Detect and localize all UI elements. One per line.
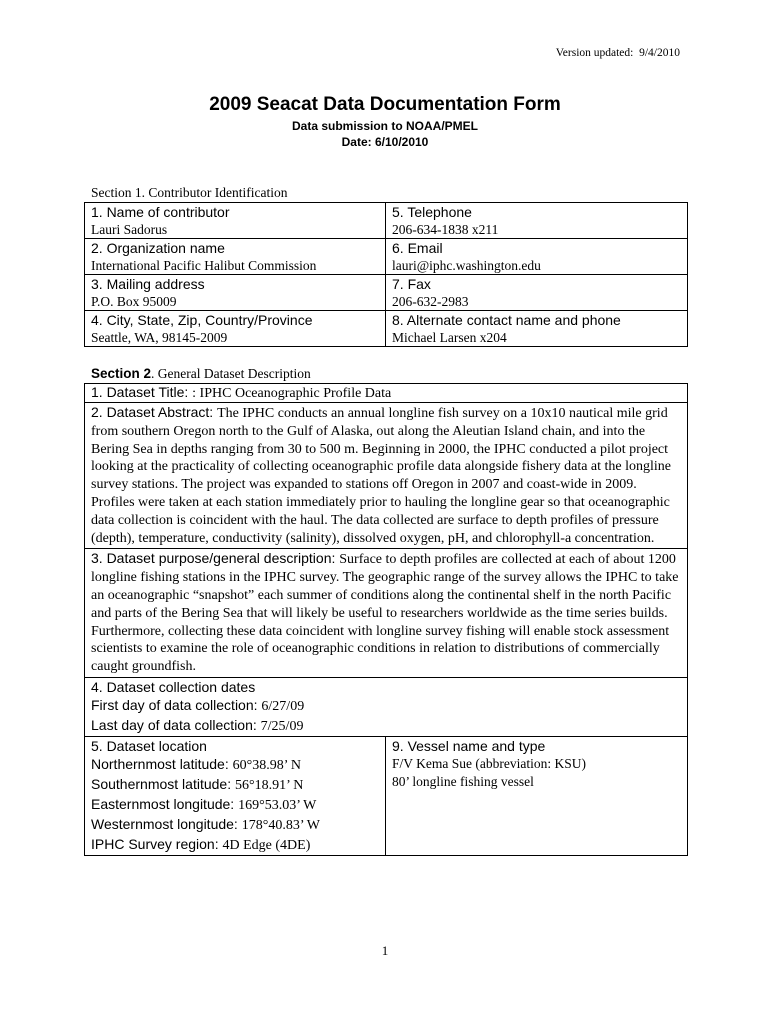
west-label: Westernmost longitude: — [91, 815, 242, 832]
field-value: 206-634-1838 x211 — [392, 222, 499, 237]
field-label: 2. Organization name — [91, 240, 225, 256]
vessel-cell — [386, 736, 688, 855]
field-label: 5. Dataset location — [91, 737, 207, 754]
field-value: Surface to depth profiles are collected at each of about 1200 longline fishing stations in the IPHC survey. The geographic range of the survey allows the IPHC to take an oceanographic “snapshot” each summer of conditions along the continental shelf in the north Pacific and parts of the Bering Sea that will likely be useful to researchers worldwide as the time series builds. Furthermore, collecting these data coincident with longline survey fishing will enable stock assessment scientists to examine the role of oceanographic conditions in relation to distributions of commercially caught groundfish. — [91, 552, 679, 675]
dataset-table — [84, 383, 688, 856]
page-number: 1 — [381, 943, 389, 958]
dataset-title-cell — [85, 384, 688, 403]
field-label: 1. Dataset Title: — [91, 384, 193, 400]
city-state-cell — [85, 311, 386, 347]
region-label: IPHC Survey region: — [91, 835, 223, 852]
field-value: Lauri Sadorus — [91, 222, 168, 237]
field-label: 4. City, State, Zip, Country/Province — [91, 312, 313, 328]
contributor-table — [84, 202, 688, 347]
field-label: 8. Alternate contact name and phone — [392, 312, 621, 328]
field-value: 206-632-2983 — [392, 294, 469, 309]
email-cell — [386, 239, 688, 275]
table-row — [85, 311, 688, 347]
table-row — [85, 239, 688, 275]
first-day-value: 6/27/09 — [261, 698, 305, 714]
section1-heading: Section 1. Contributor Identification — [91, 185, 288, 200]
fax-cell — [386, 275, 688, 311]
field-label: 6. Email — [392, 240, 443, 256]
field-label: 1. Name of contributor — [91, 204, 230, 220]
west-line — [91, 815, 379, 835]
field-value: : IPHC Oceanographic Profile Data — [192, 386, 392, 401]
east-line — [91, 795, 379, 815]
field-label: 3. Dataset purpose/general description: — [91, 550, 340, 567]
south-label: Southernmost latitude: — [91, 775, 235, 792]
east-value: 169°53.03’ W — [238, 797, 317, 813]
table-row — [85, 384, 688, 403]
organization-cell — [85, 239, 386, 275]
table-row — [85, 736, 688, 855]
field-label: 2. Dataset Abstract: — [91, 404, 218, 420]
last-day-line — [91, 716, 681, 736]
east-label: Easternmost longitude: — [91, 795, 239, 812]
field-value: lauri@iphc.washington.edu — [392, 258, 541, 273]
field-value: The IPHC conducts an annual longline fish survey on a 10x10 nautical mile grid from southern Oregon north to the Gulf of Alaska, out along the Aleutian Island chain, and into the Bering Sea in depths ranging from 30 to 500 m. Beginning in 2000, the IPHC conducted a pilot project looking at the practicality of collecting oceanographic profile data alongside fishery data at the longline survey stations. The project was expanded to stations off Oregon in 2007 and coast-wide in 2009. Profiles were taken at each station immediately prior to hauling the longline gear so that oceanographic data collection is coincident with the haul. The data collected are surface to depth profiles of pressure (depth), temperature, conductivity (salinity), dissolved oxygen, pH, and chlorophyll-a concentration. — [91, 406, 672, 546]
field-label: 4. Dataset collection dates — [91, 678, 256, 695]
dataset-abstract-cell — [85, 403, 688, 549]
north-label: Northernmost latitude: — [91, 755, 233, 772]
first-day-line — [91, 696, 681, 716]
section2-heading-rest: . General Dataset Description — [151, 366, 311, 381]
section2-heading — [91, 366, 311, 382]
south-line — [91, 775, 379, 795]
field-value: International Pacific Halibut Commission — [91, 258, 317, 273]
section2-heading-bold: Section 2 — [91, 366, 152, 381]
collection-dates-cell — [85, 677, 688, 736]
dataset-location-cell — [85, 736, 386, 855]
form-subtitle: Data submission to NOAA/PMEL — [291, 119, 479, 133]
field-label: 7. Fax — [392, 276, 431, 292]
field-label: 9. Vessel name and type — [392, 737, 546, 754]
table-row — [85, 677, 688, 736]
north-line — [91, 755, 379, 775]
contributor-name-cell — [85, 203, 386, 239]
field-value: Michael Larsen x204 — [392, 330, 507, 345]
table-row — [85, 275, 688, 311]
field-label: 3. Mailing address — [91, 276, 205, 292]
region-value: 4D Edge (4DE) — [222, 837, 311, 853]
table-row — [85, 203, 688, 239]
west-value: 178°40.83’ W — [241, 817, 320, 833]
field-value: P.O. Box 95009 — [91, 294, 177, 309]
vessel-type: 80’ longline fishing vessel — [392, 773, 534, 789]
form-title: 2009 Seacat Data Documentation Form — [209, 94, 561, 115]
last-day-label: Last day of data collection: — [91, 716, 261, 733]
last-day-value: 7/25/09 — [260, 718, 304, 734]
region-line — [91, 835, 379, 855]
table-row — [85, 549, 688, 678]
dataset-purpose-cell — [85, 549, 688, 678]
alternate-contact-cell — [386, 311, 688, 347]
north-value: 60°38.98’ N — [232, 757, 301, 773]
south-value: 56°18.91’ N — [234, 777, 304, 793]
version-date: 9/4/2010 — [639, 47, 680, 59]
version-line — [556, 47, 680, 59]
field-value: Seattle, WA, 98145-2009 — [91, 330, 228, 345]
vessel-name: F/V Kema Sue (abbreviation: KSU) — [392, 755, 586, 771]
field-label: 5. Telephone — [392, 204, 472, 220]
table-row — [85, 403, 688, 549]
telephone-cell — [386, 203, 688, 239]
form-date: Date: 6/10/2010 — [341, 135, 429, 149]
version-label: Version updated: — [555, 47, 634, 59]
mailing-address-cell — [85, 275, 386, 311]
first-day-label: First day of data collection: — [91, 696, 262, 713]
